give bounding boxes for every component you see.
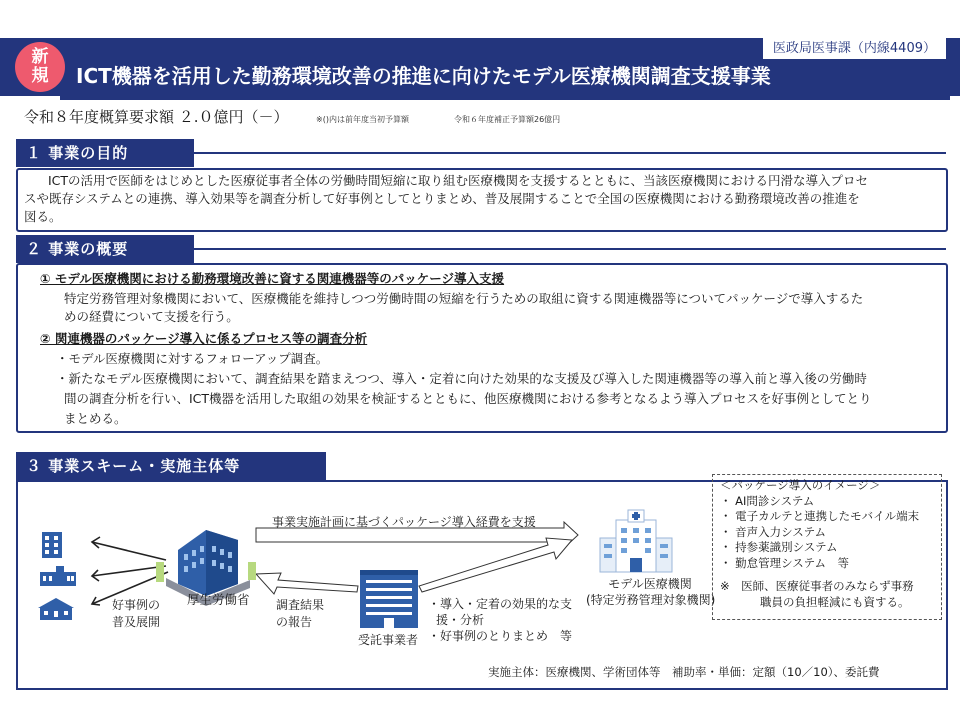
item1-line: 特定労務管理対象機関において、医療機能を維持しつつ労働時間の短縮を行うための取組に資する関連機器等についてパッケージで導入するた [64, 291, 864, 306]
item2-line: ・モデル医療機関に対するフォローアップ調査。 [56, 351, 329, 366]
item1-line: めの経費について支援を行う。 [64, 309, 239, 324]
hospital-line: モデル医療機関 [608, 577, 692, 591]
package-list [720, 478, 919, 610]
package-note: ※ 医師、医療従事者のみならず事務 [720, 579, 914, 593]
spread-line: 普及展開 [112, 615, 161, 629]
contractor-label: 受託事業者 [358, 633, 419, 647]
package-item: ・ 音声入力システム [720, 524, 827, 539]
new-badge [15, 42, 65, 92]
item1-title: ① モデル医療機関における勤務環境改善に資する関連機器等のパッケージ導入支援 [40, 271, 505, 286]
item2-line: まとめる。 [64, 411, 127, 426]
mhlw-label: 厚生労働省 [187, 592, 250, 607]
hospital-icon [600, 510, 672, 572]
contract-tasks [428, 596, 572, 644]
report-label [276, 597, 324, 631]
section1-line: ICTの活用で医師をはじめとした医療従事者全体の労働時間短縮に取り組む医療機関を支援するとともに、当該医療機関における円滑な導入プロセ [48, 173, 869, 188]
package-item: ・ 電子カルテと連携したモバイル端末 [720, 509, 920, 523]
package-item: ・ 勤怠管理システム 等 [720, 555, 850, 570]
task-line: ・好事例のとりまとめ 等 [428, 629, 573, 643]
report-line: 調査結果 [276, 598, 325, 612]
hospital-line: (特定労務管理対象機関) [586, 593, 716, 607]
section1-heading: １ 事業の目的 [16, 139, 194, 167]
page-title: ICT機器を活用した勤務環境改善の推進に向けたモデル医療機関調査支援事業 [76, 64, 771, 88]
funding-label: 事業実施計画に基づくパッケージ導入経費を支援 [272, 515, 536, 529]
budget-note-supp: 令和６年度補正予算額26億円 [454, 115, 561, 124]
item2-title: ② 関連機器のパッケージ導入に係るプロセス等の調査分析 [40, 331, 368, 346]
support-arrow [419, 538, 572, 592]
section2-heading: ２ 事業の概要 [16, 235, 194, 263]
section1-line: 図る。 [24, 209, 62, 224]
item2-line: ・新たなモデル医療機関において、調査結果を踏まえつつ、導入・定着に向けた効果的な支援及び導入した関連機器等の導入前と導入後の労働時 [56, 371, 867, 386]
section1-rule [194, 152, 946, 154]
school-icon [38, 598, 74, 620]
badge-char-2: 規 [31, 66, 49, 86]
building-icon [42, 532, 62, 558]
model-hospital-label [586, 576, 714, 608]
budget-note-prev: ※()内は前年度当初予算額 [316, 115, 409, 124]
report-arrow [256, 573, 358, 594]
implementation-footer: 実施主体：医療機関、学術団体等 補助率・単価：定額（10／10）、委託費 [488, 665, 880, 679]
title-underline [60, 96, 950, 100]
package-item: ・ AI問診システム [720, 493, 815, 508]
package-note: 職員の負担軽減にも資する。 [760, 594, 910, 609]
department-label: 医政局医事課（内線4409） [763, 38, 946, 59]
section1-body [24, 172, 944, 226]
section3-heading: ３ 事業スキーム・実施主体等 [16, 452, 326, 480]
item2-line: 間の調査分析を行い、ICT機器を活用した取組の効果を検証するとともに、他医療機関における参考となるよう導入プロセスを好事例としてとり [64, 391, 872, 406]
badge-char-1: 新 [31, 47, 49, 67]
section2-rule [194, 248, 946, 250]
factory-icon [40, 566, 76, 586]
task-line: ・導入・定着の効果的な支 [428, 597, 573, 611]
task-line: 援・分析 [436, 613, 485, 627]
budget-amount: 令和８年度概算要求額 ２.０億円（－） [24, 108, 289, 126]
package-title: ＜パッケージ導入のイメージ＞ [720, 478, 881, 492]
item2-body [56, 349, 944, 429]
package-item: ・ 持参薬識別システム [720, 540, 838, 554]
spread-label [112, 597, 160, 631]
section1-line: スや既存システムとの連携、導入効果等を調査分析して好事例としてとりまとめ、普及展開することで全国の医療機関における勤務環境改善の推進を [24, 191, 860, 206]
report-line: の報告 [276, 615, 313, 629]
spread-line: 好事例の [112, 598, 161, 612]
contractor-building-icon [360, 570, 418, 628]
item1-body [64, 290, 944, 326]
